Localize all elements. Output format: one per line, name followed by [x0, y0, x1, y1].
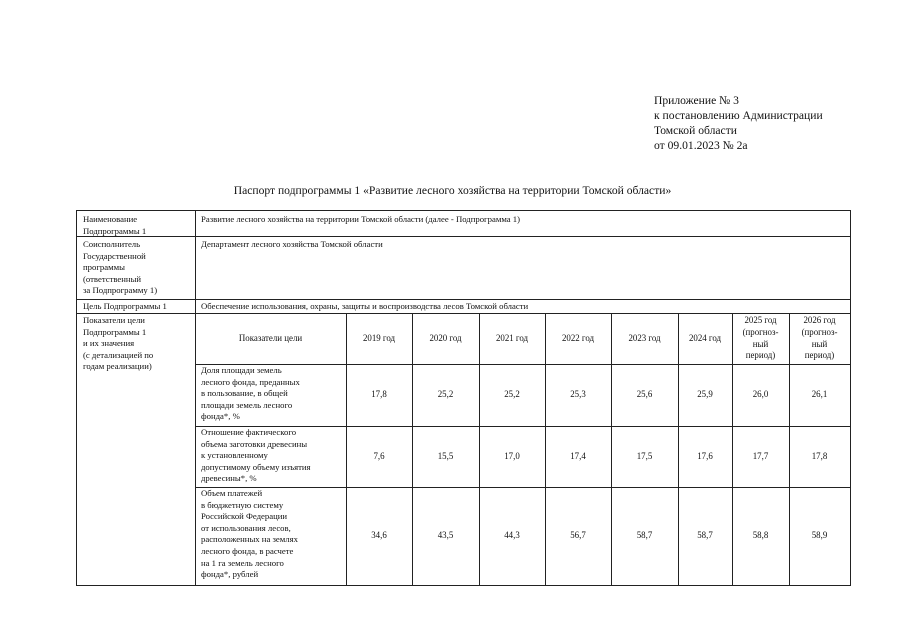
indicator-value: 15,5	[437, 450, 454, 461]
label-name: Наименование Подпрограммы 1	[83, 214, 147, 236]
table-rule	[195, 364, 850, 365]
value-goal: Обеспечение использования, охраны, защиты и воспроизводства лесов Томской области	[201, 301, 529, 311]
year-header: 2023 год	[628, 332, 661, 343]
table-rule	[195, 211, 196, 585]
table-rule	[479, 313, 480, 585]
indicator-value: 44,3	[504, 530, 520, 541]
year-header: 2020 год	[429, 332, 462, 343]
indicator-header: Показатели цели	[238, 332, 303, 343]
appendix-line: Приложение № 3	[654, 94, 739, 107]
label-goal: Цель Подпрограммы 1	[83, 301, 167, 311]
appendix-line: Томской области	[654, 124, 737, 137]
indicator-value: 58,8	[752, 530, 769, 541]
indicator-value: 17,8	[811, 450, 828, 461]
indicator-value: 17,0	[504, 450, 520, 461]
table-rule	[77, 313, 850, 314]
indicator-value: 26,0	[752, 389, 769, 400]
indicator-value: 43,5	[437, 530, 454, 541]
passport-table	[76, 210, 851, 586]
indicator-value: 26,1	[811, 389, 828, 400]
year-header: 2021 год	[495, 332, 529, 343]
table-rule	[678, 313, 679, 585]
value-coexecutor: Департамент лесного хозяйства Томской области	[201, 239, 383, 249]
indicator-value: 17,5	[636, 450, 653, 461]
indicator-value: 56,7	[570, 530, 586, 541]
indicator-value: 17,6	[697, 450, 713, 461]
document-title: Паспорт подпрограммы 1 «Развитие лесного хозяйства на территории Томской области»	[233, 184, 672, 197]
table-rule	[195, 487, 850, 488]
year-header: 2025 год (прогноз- ный период)	[742, 315, 779, 361]
indicator-value: 17,8	[371, 389, 387, 400]
year-header: 2022 год	[561, 332, 595, 343]
indicator-name: Отношение фактического объема заготовки древесины к установленному допустимому объему изъятия древесины*, %	[201, 427, 311, 484]
year-header: 2024 год	[688, 332, 722, 343]
label-indicators: Показатели цели Подпрограммы 1 и их значения (с детализацией по годам реализации)	[83, 315, 154, 372]
indicator-name: Объем платежей в бюджетную систему Российской Федерации от использования лесов, расположенных на землях лесного фонда, в расчете на 1 га земель лесного фонда*, рублей	[201, 488, 298, 580]
value-name: Развитие лесного хозяйства на территории Томской области (далее - Подпрограмма 1)	[201, 214, 521, 224]
indicator-value: 58,7	[636, 530, 653, 541]
indicator-value: 25,9	[697, 389, 713, 400]
indicator-value: 58,7	[697, 530, 713, 541]
indicator-name: Доля площади земель лесного фонда, преданных в пользование, в общей площади земель лесного фонда*, %	[201, 365, 300, 422]
indicator-value: 25,6	[636, 389, 653, 400]
indicator-value: 34,6	[371, 530, 387, 541]
label-coexecutor: Соисполнитель Государственной программы (ответственный за Подпрограмму 1)	[83, 239, 158, 296]
indicator-value: 7,6	[373, 450, 385, 461]
indicator-value: 25,2	[437, 389, 454, 400]
table-rule	[545, 313, 546, 585]
appendix-line: от 09.01.2023 № 2а	[654, 139, 748, 152]
appendix-block	[654, 93, 823, 153]
table-rule	[195, 426, 850, 427]
year-header: 2026 год (прогноз- ный период)	[801, 315, 838, 361]
table-rule	[611, 313, 612, 585]
indicator-value: 25,3	[570, 389, 586, 400]
table-rule	[732, 313, 733, 585]
appendix-line: к постановлению Администрации	[654, 109, 823, 122]
indicator-value: 17,4	[570, 450, 586, 461]
table-rule	[789, 313, 790, 585]
indicator-value: 17,7	[752, 450, 769, 461]
table-rule	[412, 313, 413, 585]
table-rule	[346, 313, 347, 585]
table-rule	[77, 299, 850, 300]
year-header: 2019 год	[362, 332, 396, 343]
table-rule	[77, 236, 850, 237]
indicator-value: 25,2	[504, 389, 520, 400]
indicator-value: 58,9	[811, 530, 828, 541]
